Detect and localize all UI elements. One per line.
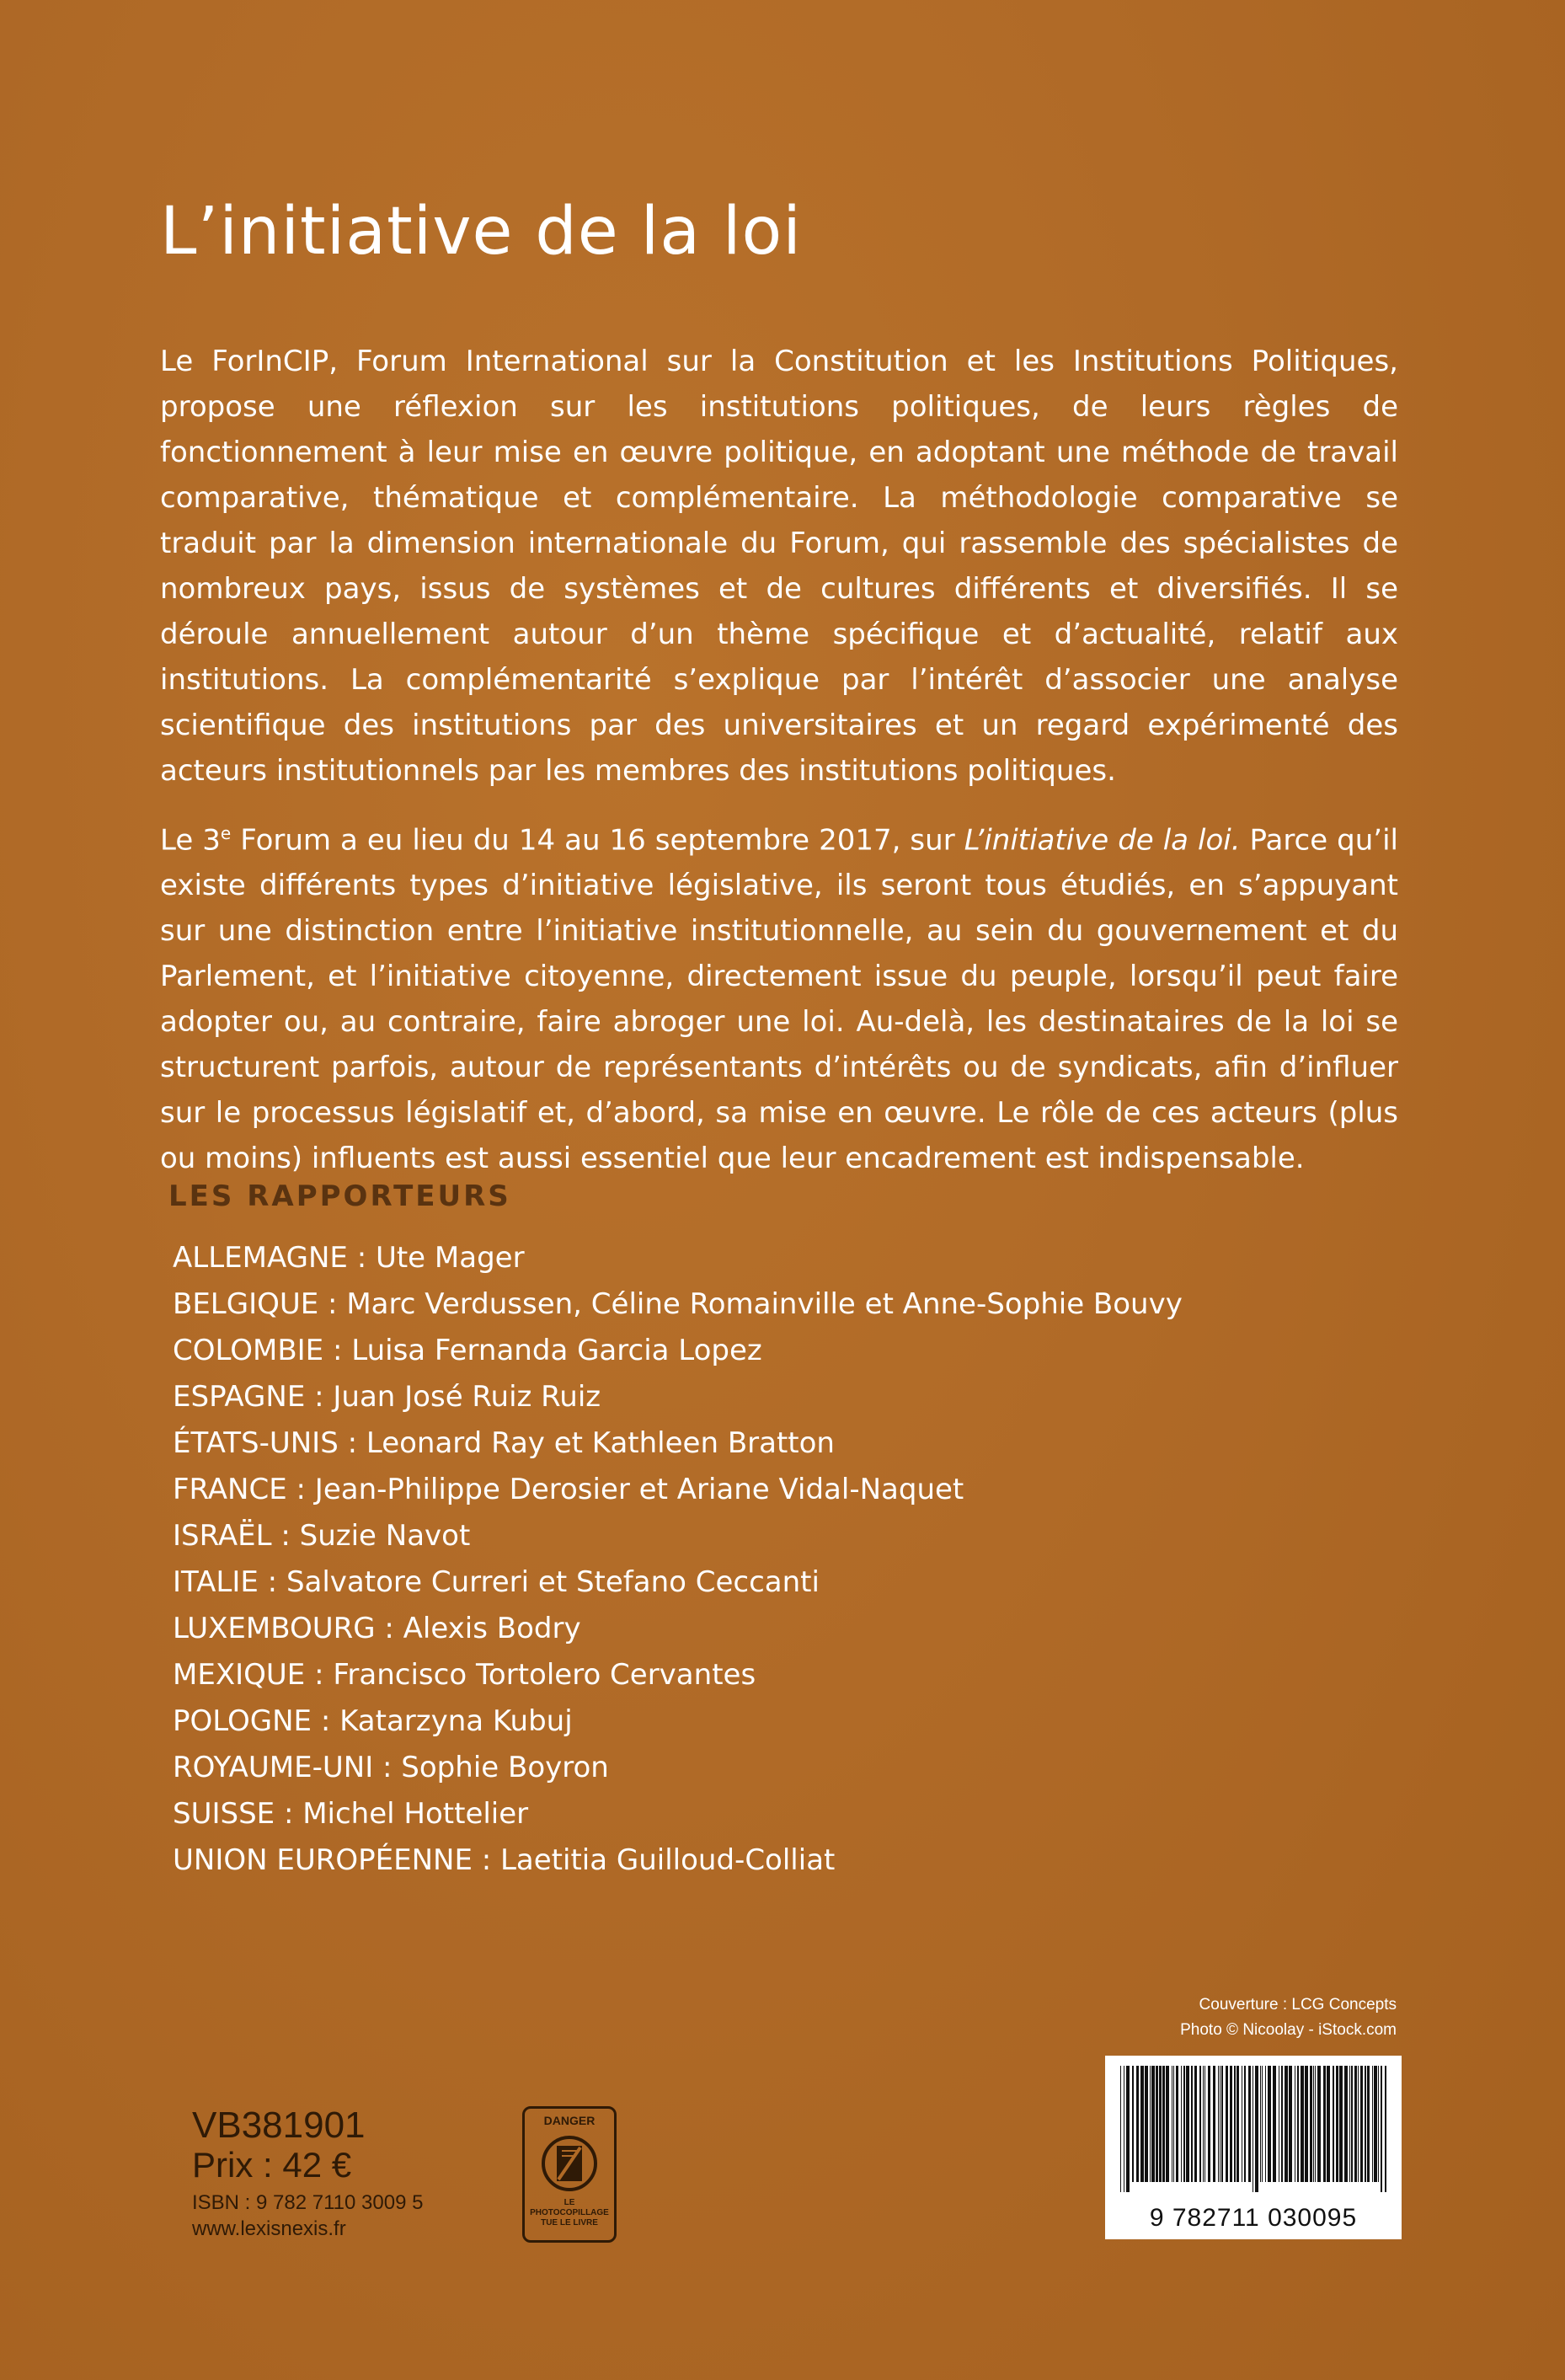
danger-label: DANGER — [543, 2114, 596, 2127]
barcode-bar — [1218, 2066, 1219, 2182]
broken-book-icon — [540, 2131, 599, 2196]
barcode-bar — [1176, 2066, 1178, 2182]
p2-rest: Parce qu’il existe différents types d’initiative législative, ils seront tous étudiés, en s’appuyant sur une distinction entre l’initiative institutionnelle, au sein du gouvernement et du Parlement, et l’initiative citoyenne, directement issue du peuple, lorsqu’il peut faire adopter ou, au contraire, faire abroger une loi. Au-delà, les destinataires de la loi se structurent parfois, autour de représentants d’intérêts ou de syndicats, afin d’influer sur le processus législatif et, d’abord, sa mise en œuvre. Le rôle de ces acteurs (plus ou moins) influents est aussi essentiel que leur encadrement est indispensable. — [160, 823, 1398, 1176]
barcode-bar — [1145, 2066, 1148, 2182]
barcode-bar — [1281, 2066, 1283, 2182]
rapporteur-item: ALLEMAGNE : Ute Mager — [173, 1241, 525, 1275]
barcode-bar — [1367, 2066, 1370, 2182]
website-url: www.lexisnexis.fr — [192, 2217, 346, 2240]
barcode-bar — [1289, 2066, 1292, 2182]
rapporteur-item: ÉTATS-UNIS : Leonard Ray et Kathleen Bratton — [173, 1426, 835, 1460]
barcode-bar — [1339, 2066, 1343, 2182]
barcode-number: 9 782711 030095 — [1149, 2204, 1358, 2232]
barcode-bar — [1150, 2066, 1151, 2182]
barcode-bar — [1204, 2066, 1205, 2182]
barcode-bar — [1226, 2066, 1228, 2182]
barcode-bar — [1194, 2066, 1197, 2182]
p2-italic-title: L’initiative de la loi. — [964, 823, 1241, 858]
rapporteur-item: ITALIE : Salvatore Curreri et Stefano Ceccanti — [173, 1565, 820, 1599]
barcode-bar — [1120, 2066, 1121, 2192]
barcode-bar — [1285, 2066, 1288, 2182]
barcode-bar — [1344, 2066, 1348, 2182]
rapporteur-item: SUISSE : Michel Hottelier — [173, 1797, 529, 1831]
barcode-bar — [1208, 2066, 1210, 2182]
barcode-bar — [1156, 2066, 1158, 2182]
rapporteur-item: ESPAGNE : Juan José Ruiz Ruiz — [173, 1380, 601, 1414]
price: Prix : 42 € — [192, 2145, 352, 2185]
barcode-bar — [1173, 2066, 1174, 2182]
rapporteur-item: COLOMBIE : Luisa Fernanda Garcia Lopez — [173, 1334, 762, 1367]
barcode-bar — [1374, 2066, 1377, 2182]
barcode-bar — [1315, 2066, 1316, 2182]
publisher-info — [192, 2106, 423, 2243]
barcode-bar — [1301, 2066, 1304, 2182]
barcode-bar — [1260, 2066, 1261, 2182]
rapporteurs-list — [173, 1235, 1183, 1884]
barcode-bar — [1244, 2066, 1246, 2182]
photocopillage-logo — [522, 2106, 617, 2243]
barcode-bar — [1213, 2066, 1215, 2182]
barcode-bar — [1360, 2066, 1363, 2182]
barcode-bars — [1115, 2066, 1391, 2192]
product-code: VB381901 — [192, 2105, 366, 2146]
barcode-bar — [1310, 2066, 1312, 2182]
barcode-bar — [1203, 2066, 1204, 2182]
barcode-bar — [1351, 2066, 1353, 2182]
barcode-bar — [1381, 2066, 1382, 2192]
danger-text-2: TUE LE LIVRE — [541, 2218, 598, 2228]
barcode-bar — [1140, 2066, 1144, 2182]
barcode-bar — [1365, 2066, 1366, 2182]
rapporteur-item: ISRAËL : Suzie Navot — [173, 1519, 471, 1553]
barcode-bar — [1323, 2066, 1326, 2182]
barcode-bar — [1183, 2066, 1185, 2182]
barcode-bar — [1234, 2066, 1236, 2182]
barcode-bar — [1385, 2066, 1386, 2192]
rapporteur-item: FRANCE : Jean-Philippe Derosier et Ariane Vidal-Naquet — [173, 1473, 964, 1506]
barcode-bar — [1230, 2066, 1232, 2182]
barcode-bar — [1349, 2066, 1350, 2182]
barcode-bar — [1237, 2066, 1239, 2182]
barcode-bar — [1159, 2066, 1162, 2182]
rapporteur-item: BELGIQUE : Marc Verdussen, Céline Romainville et Anne-Sophie Bouvy — [173, 1287, 1183, 1321]
barcode-bar — [1126, 2066, 1130, 2192]
paragraph-2 — [160, 810, 1398, 1181]
barcode-bar — [1305, 2066, 1308, 2182]
rapporteurs-heading: LES RAPPORTEURS — [168, 1179, 511, 1213]
barcode-bar — [1336, 2066, 1338, 2182]
description — [160, 339, 1398, 1198]
barcode-bar — [1248, 2066, 1251, 2182]
barcode-bar — [1333, 2066, 1334, 2182]
barcode-bar — [1265, 2066, 1266, 2182]
p2-superscript: e — [220, 823, 232, 843]
barcode-bar — [1317, 2066, 1321, 2182]
barcode-bar — [1186, 2066, 1189, 2182]
p2-lead: Le 3 — [160, 823, 221, 858]
p2-mid: Forum a eu lieu du 14 au 16 septembre 2017, sur — [231, 823, 964, 858]
rapporteur-item: LUXEMBOURG : Alexis Bodry — [173, 1612, 581, 1645]
barcode-bar — [1358, 2066, 1359, 2182]
barcode-bar — [1199, 2066, 1201, 2182]
barcode-bar — [1313, 2066, 1314, 2182]
barcode-bar — [1372, 2066, 1373, 2182]
rapporteur-item: POLOGNE : Katarzyna Kubuj — [173, 1704, 573, 1738]
barcode-bar — [1268, 2066, 1271, 2182]
barcode-bar — [1132, 2066, 1134, 2182]
barcode-bar — [1181, 2066, 1182, 2182]
rapporteur-item: UNION EUROPÉENNE : Laetitia Guilloud-Colliat — [173, 1843, 836, 1877]
barcode-bar — [1151, 2066, 1155, 2182]
barcode-bar — [1166, 2066, 1169, 2182]
barcode-bar — [1262, 2066, 1263, 2182]
barcode-bar — [1273, 2066, 1276, 2182]
danger-text-1: LE PHOTOCOPILLAGE — [530, 2198, 609, 2217]
book-title: L’initiative de la loi — [160, 194, 802, 270]
barcode-bar — [1221, 2066, 1223, 2182]
cover-credits — [1180, 1992, 1397, 2043]
barcode-bar — [1354, 2066, 1357, 2182]
paragraph-1: Le ForInCIP, Forum International sur la Constitution et les Institutions Politiques, propose une réflexion sur les institutions politiques, de leurs règles de fonctionnement à leur mise en œuvre politique, en adoptant une méthode de travail comparative, thématique et complémentaire. La méthodologie comparative se traduit par la dimension internationale du Forum, qui rassemble des spécialistes de nombreux pays, issus de systèmes et de cultures différents et diversifiés. Il se déroule annuellement autour d’un thème spécifique et d’actualité, relatif aux institutions. La complémentarité s’explique par l’intérêt d’associer une analyse scientifique des institutions par des universitaires et un regard expérimenté des acteurs institutionnels par les membres des institutions politiques. — [160, 345, 1398, 788]
photo-credit: Photo © Nicoolay - iStock.com — [1180, 2021, 1397, 2039]
barcode-bar — [1255, 2066, 1258, 2192]
barcode-bar — [1136, 2066, 1139, 2182]
cover-credit: Couverture : LCG Concepts — [1199, 1996, 1397, 2014]
barcode-bar — [1378, 2066, 1379, 2182]
barcode-bar — [1162, 2066, 1165, 2182]
barcode-bar — [1297, 2066, 1299, 2182]
isbn: ISBN : 9 782 7110 3009 5 — [192, 2191, 424, 2214]
rapporteur-item: ROYAUME-UNI : Sophie Boyron — [173, 1751, 609, 1784]
rapporteur-item: MEXIQUE : Francisco Tortolero Cervantes — [173, 1658, 756, 1692]
barcode-bar — [1191, 2066, 1193, 2182]
barcode-bar — [1327, 2066, 1330, 2182]
barcode — [1105, 2056, 1402, 2239]
